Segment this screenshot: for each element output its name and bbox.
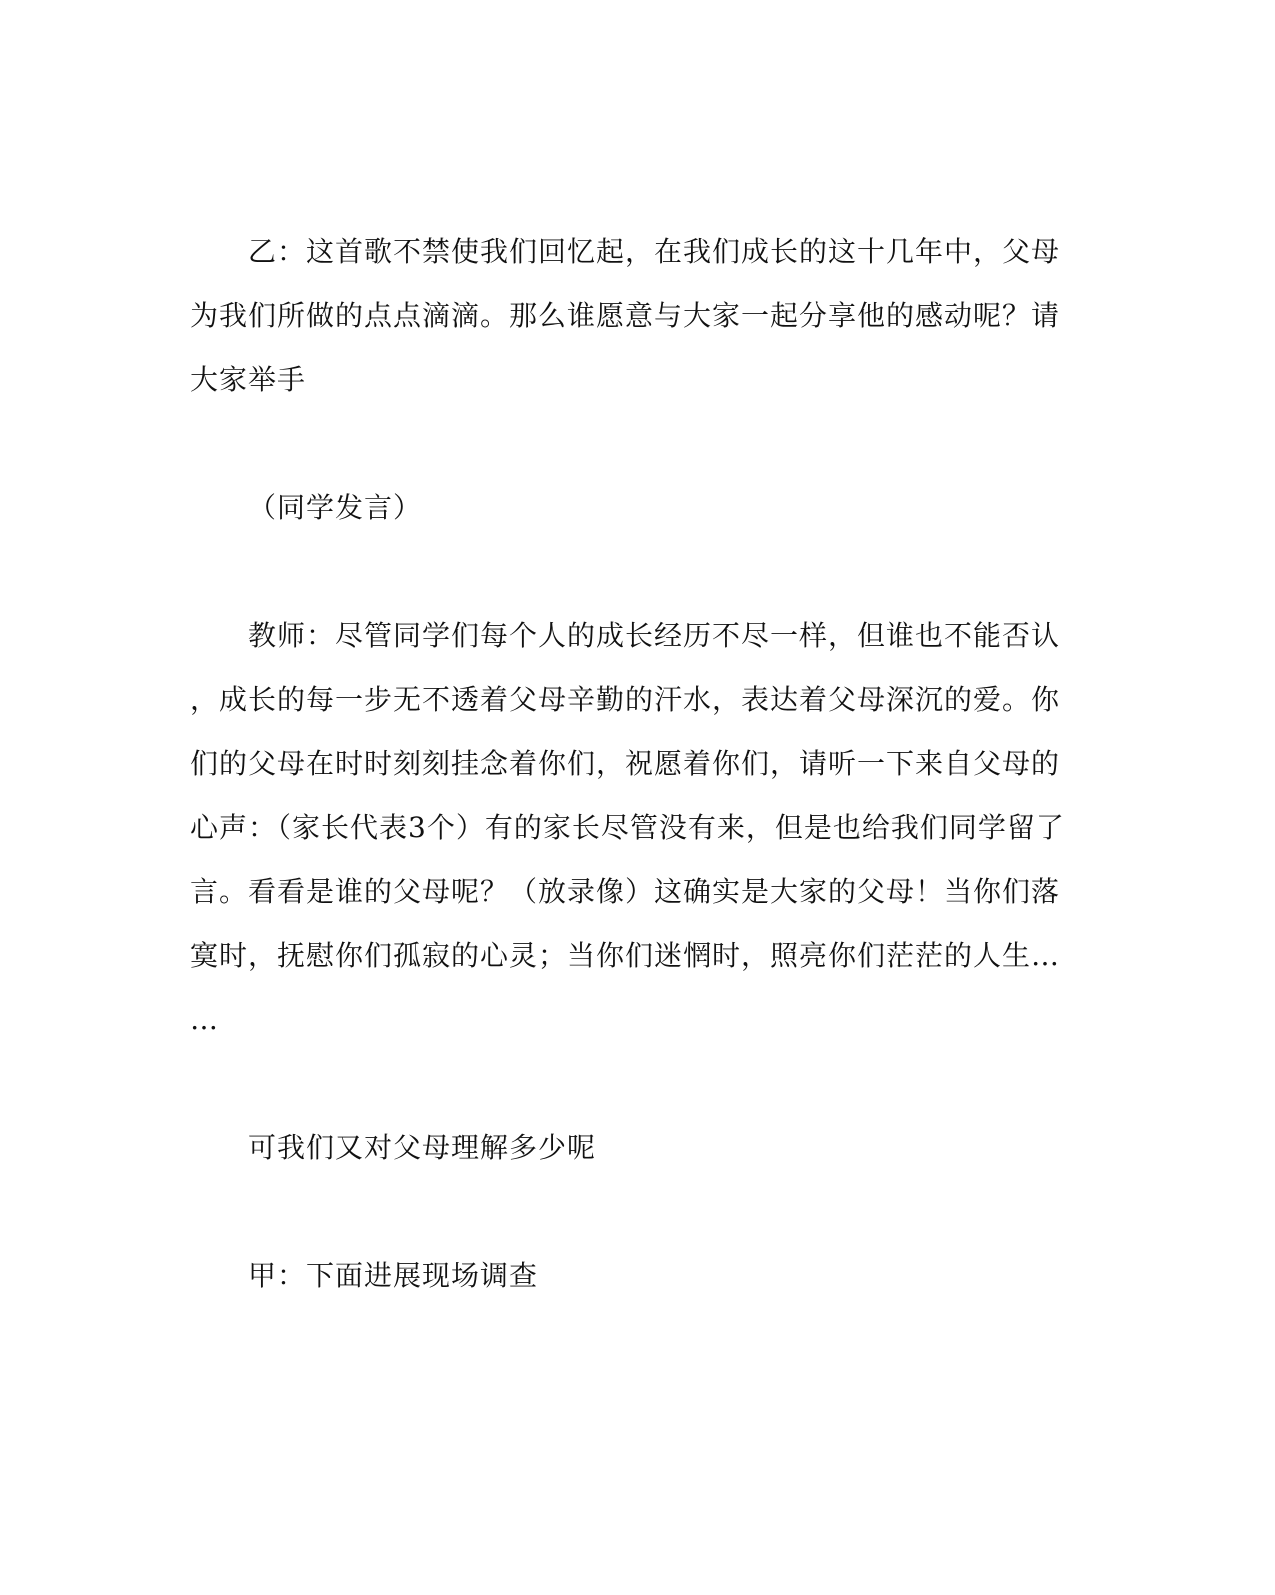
paragraph-1-line-1: 乙：这首歌不禁使我们回忆起，在我们成长的这十几年中，父母	[248, 235, 1061, 268]
paragraph-3-line-5: 言。看看是谁的父母呢？（放录像）这确实是大家的父母！当你们落	[190, 875, 1061, 908]
paragraph-3-line-7: …	[190, 1003, 219, 1036]
paragraph-3-line-2: ，成长的每一步无不透着父母辛勤的汗水，表达着父母深沉的爱。你	[190, 683, 1061, 716]
paragraph-3-line-6: 寞时，抚慰你们孤寂的心灵；当你们迷惘时，照亮你们茫茫的人生…	[190, 939, 1061, 972]
paragraph-3-line-3: 们的父母在时时刻刻挂念着你们，祝愿着你们，请听一下来自父母的	[190, 747, 1061, 780]
paragraph-4-line-1: 可我们又对父母理解多少呢	[248, 1131, 597, 1164]
paragraph-1-line-2: 为我们所做的点点滴滴。那么谁愿意与大家一起分享他的感动呢？请	[190, 299, 1061, 332]
paragraph-3-line-4: 心声：（家长代表3个）有的家长尽管没有来，但是也给我们同学留了	[190, 811, 1065, 844]
paragraph-3-line-1: 教师：尽管同学们每个人的成长经历不尽一样，但谁也不能否认	[248, 619, 1061, 652]
paragraph-5-line-1: 甲：下面进展现场调查	[248, 1259, 539, 1292]
paragraph-2-line-1: （同学发言）	[248, 491, 423, 524]
paragraph-1-line-3: 大家举手	[190, 363, 307, 396]
